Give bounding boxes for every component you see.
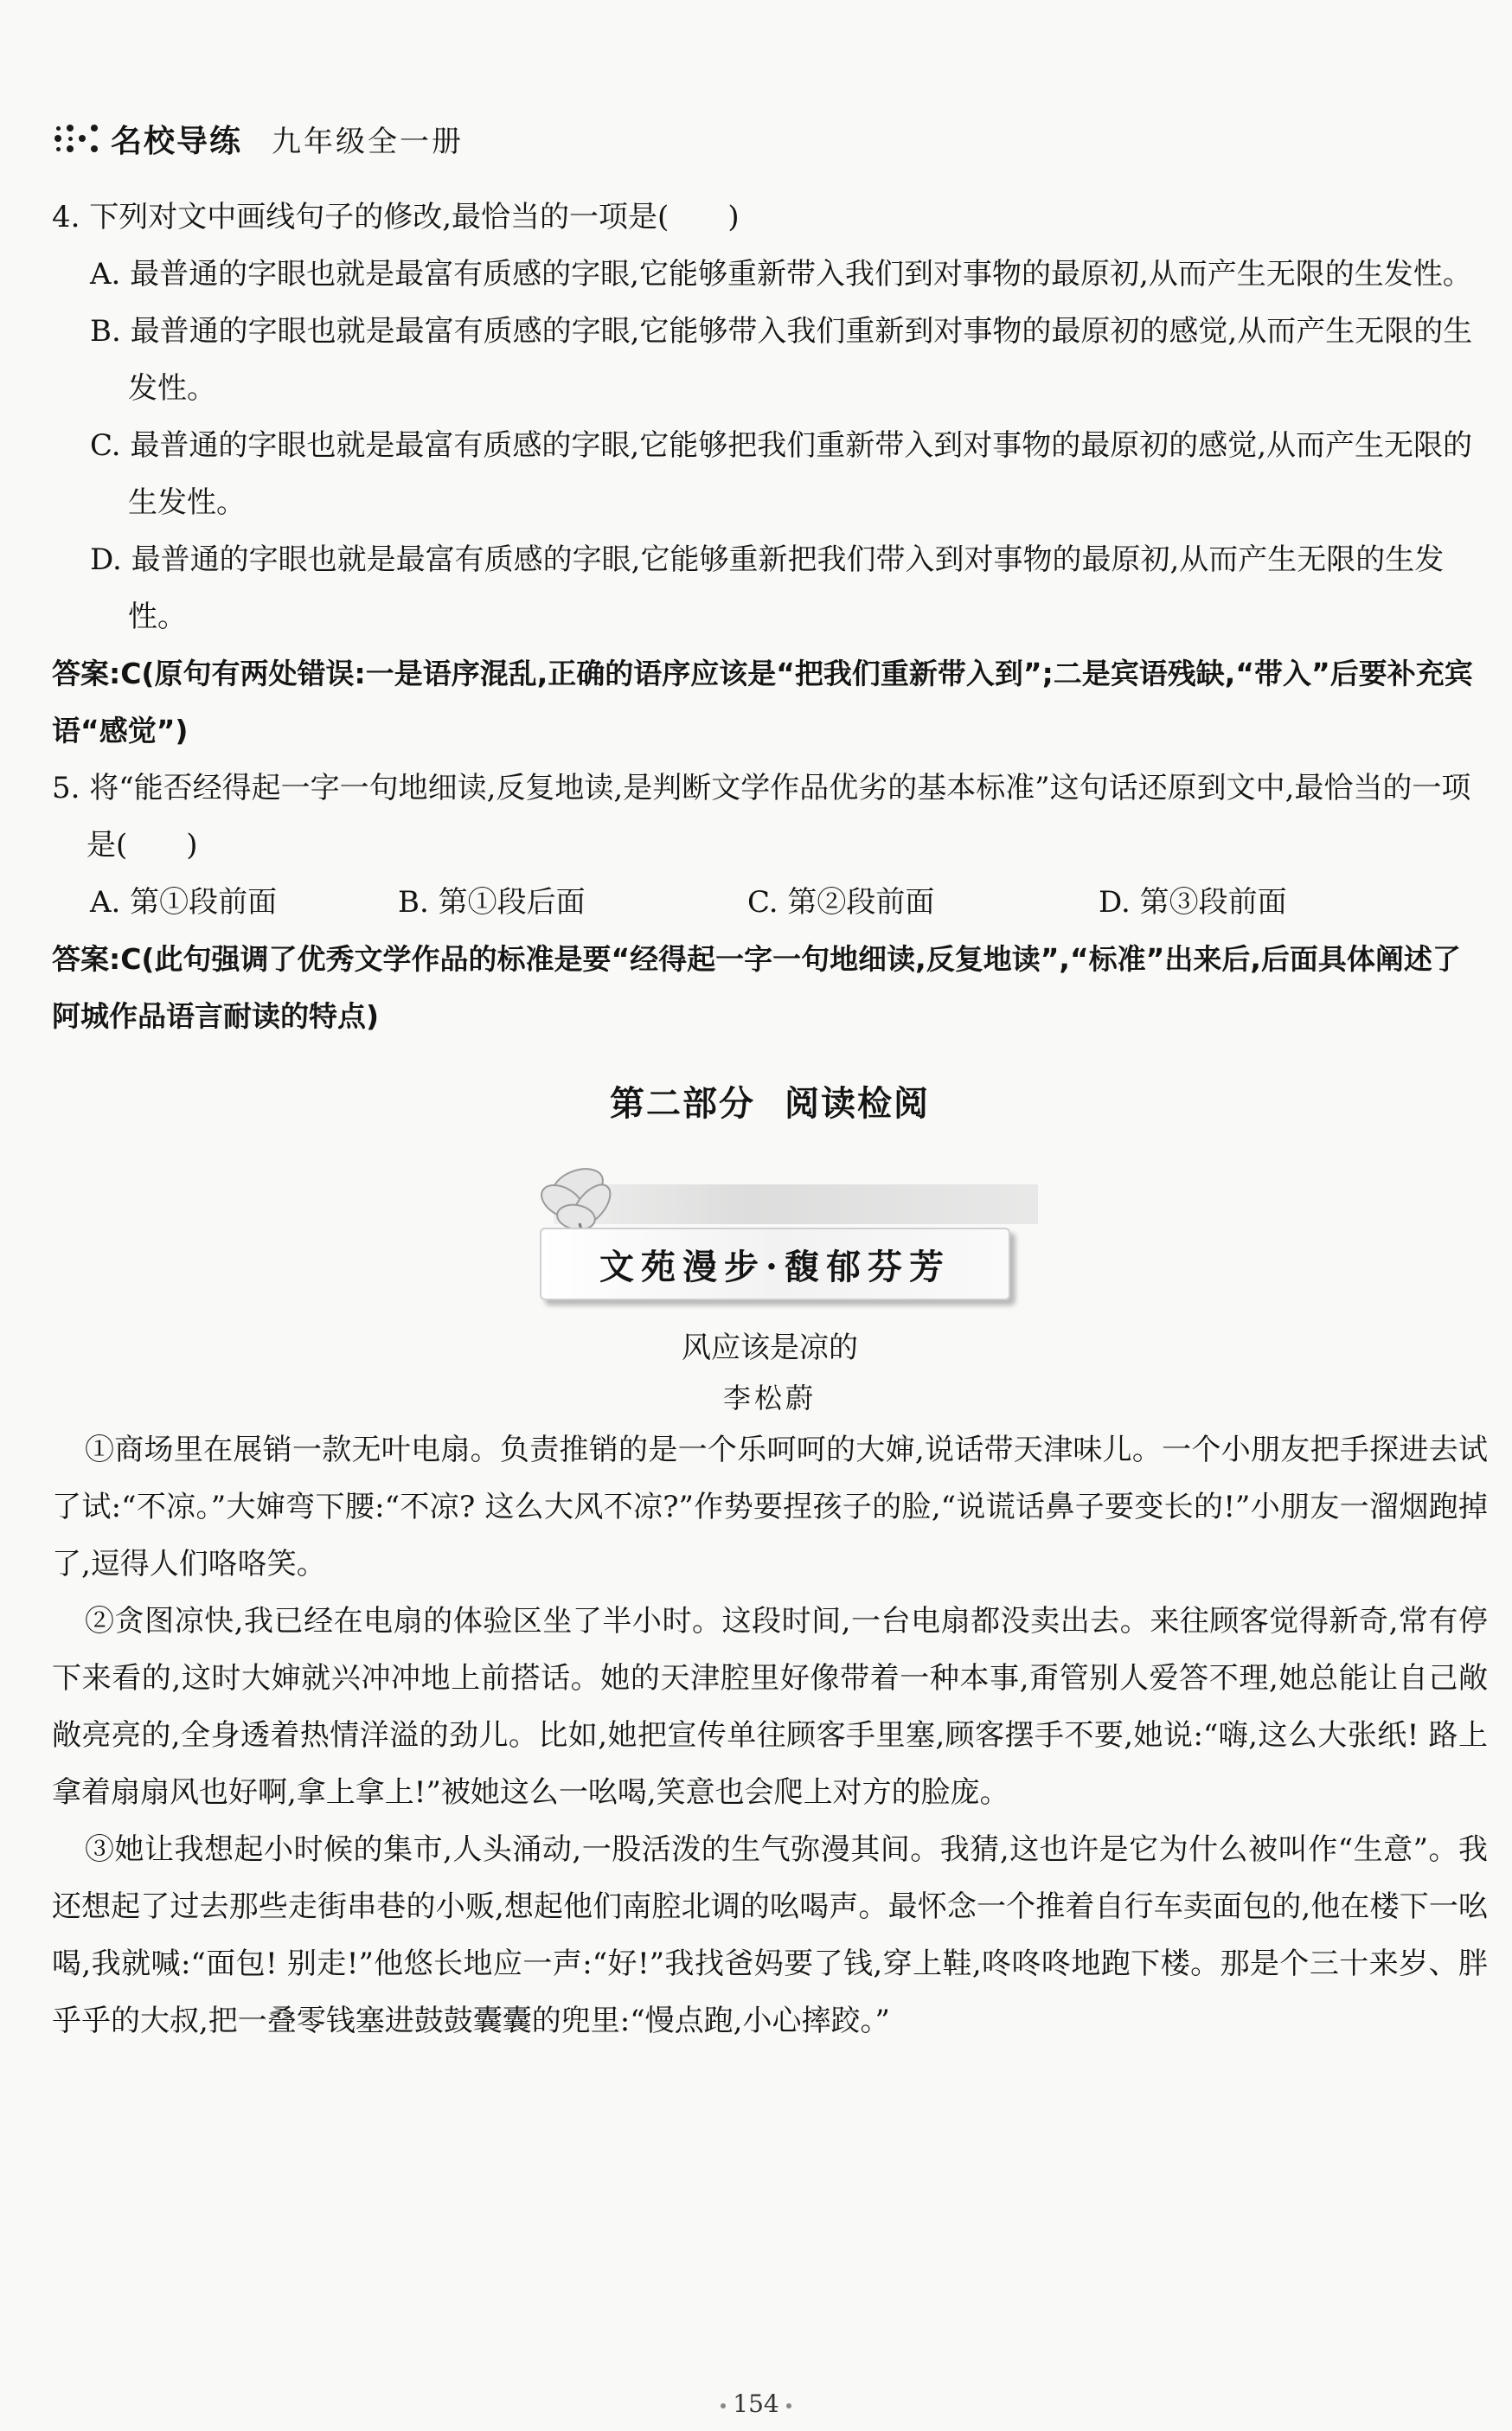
question-5-options (90, 874, 1488, 931)
question-4-stem: 4. 下列对文中画线句子的修改,最恰当的一项是( ) (52, 200, 740, 234)
running-header (54, 112, 464, 164)
question-4-option-a: A. 最普通的字眼也就是最富有质感的字眼,它能够重新带入我们到对事物的最原初,从而产生无限的生发性。 (90, 257, 1472, 292)
page-number (0, 2389, 1512, 2418)
article-paragraph-1: ①商场里在展销一款无叶电扇。负责推销的是一个乐呵呵的大婶,说话带天津味儿。一个小朋友把手探进去试了试:“不凉。”大婶弯下腰:“不凉? 这么大风不凉?”作势要捏孩子的脸,“说谎话鼻子要变长的!”小朋友一溜烟跑掉了,逗得人们咯咯笑。 (52, 1433, 1488, 1581)
article-paragraph-3: ③她让我想起小时候的集市,人头涌动,一股活泼的生气弥漫其间。我猜,这也许是它为什么被叫作“生意”。我还想起了过去那些走街串巷的小贩,想起他们南腔北调的吆喝声。最怀念一个推着自行车卖面包的,他在楼下一吆喝,我就喊:“面包! 别走!”他悠长地应一声:“好!”我找爸妈要了钱,穿上鞋,咚咚咚地跑下楼。那是个三十来岁、胖乎乎的大叔,把一叠零钱塞进鼓鼓囊囊的兜里:“慢点跑,小心摔跤。” (52, 1832, 1488, 2038)
question-5-answer: 答案:C(此句强调了优秀文学作品的标准是要“经得起一字一句地细读,反复地读”,“标准”出来后,后面具体阐述了阿城作品语言耐读的特点) (52, 942, 1461, 1033)
column-badge (502, 1141, 1038, 1305)
article-paragraph-2: ②贪图凉快,我已经在电扇的体验区坐了半小时。这段时间,一台电扇都没卖出去。来往顾客觉得新奇,常有停下来看的,这时大婶就兴冲冲地上前搭话。她的天津腔里好像带着一种本事,甭管别人爱答不理,她总能让自己敞敞亮亮的,全身透着热情洋溢的劲儿。比如,她把宣传单往顾客手里塞,顾客摆手不要,她说:“嗨,这么大张纸! 路上拿着扇扇风也好啊,拿上拿上!”被她这么一吆喝,笑意也会爬上对方的脸庞。 (52, 1604, 1488, 1810)
question-5-stem: 5. 将“能否经得起一字一句地细读,反复地读,是判断文学作品优劣的基本标准”这句话还原到文中,最恰当的一项是( ) (52, 771, 1471, 863)
question-5-option-d: D. 第③段前面 (1099, 885, 1287, 920)
question-4-answer: 答案:C(原句有两处错误:一是语序混乱,正确的语序应该是“把我们重新带入到”;二是宾语残缺,“带入”后要补充宾语“感觉”) (52, 657, 1473, 747)
question-4-option-c: C. 最普通的字眼也就是最富有质感的字眼,它能够把我们重新带入到对事物的最原初的感觉,从而产生无限的生发性。 (90, 428, 1473, 520)
question-5-option-c: C. 第②段前面 (747, 885, 935, 920)
badge-label-box (540, 1228, 1010, 1300)
section-name: 阅读检阅 (785, 1084, 930, 1124)
question-4-option-d: D. 最普通的字眼也就是最富有质感的字眼,它能够重新把我们带入到对事物的最原初,从而产生无限的生发性。 (90, 542, 1445, 634)
page-number-text: 154 (733, 2389, 779, 2418)
section-part: 第二部分 (610, 1084, 755, 1124)
dots-decoration-icon (54, 124, 99, 153)
grade-label: 九年级全一册 (272, 124, 464, 159)
question-5-option-a: A. 第①段前面 (90, 885, 278, 920)
badge-label: 文苑漫步·馥郁芬芳 (599, 1246, 951, 1287)
main-content (52, 189, 1488, 2049)
question-4-option-b: B. 最普通的字眼也就是最富有质感的字眼,它能够带入我们重新到对事物的最原初的感觉,从而产生无限的生发性。 (90, 314, 1473, 406)
book-brand: 名校导练 (111, 123, 243, 159)
article-title: 风应该是凉的 (682, 1331, 858, 1365)
article-author: 李松蔚 (722, 1382, 817, 1414)
section-title (52, 1076, 1488, 1126)
question-5-option-b: B. 第①段后面 (398, 885, 586, 920)
